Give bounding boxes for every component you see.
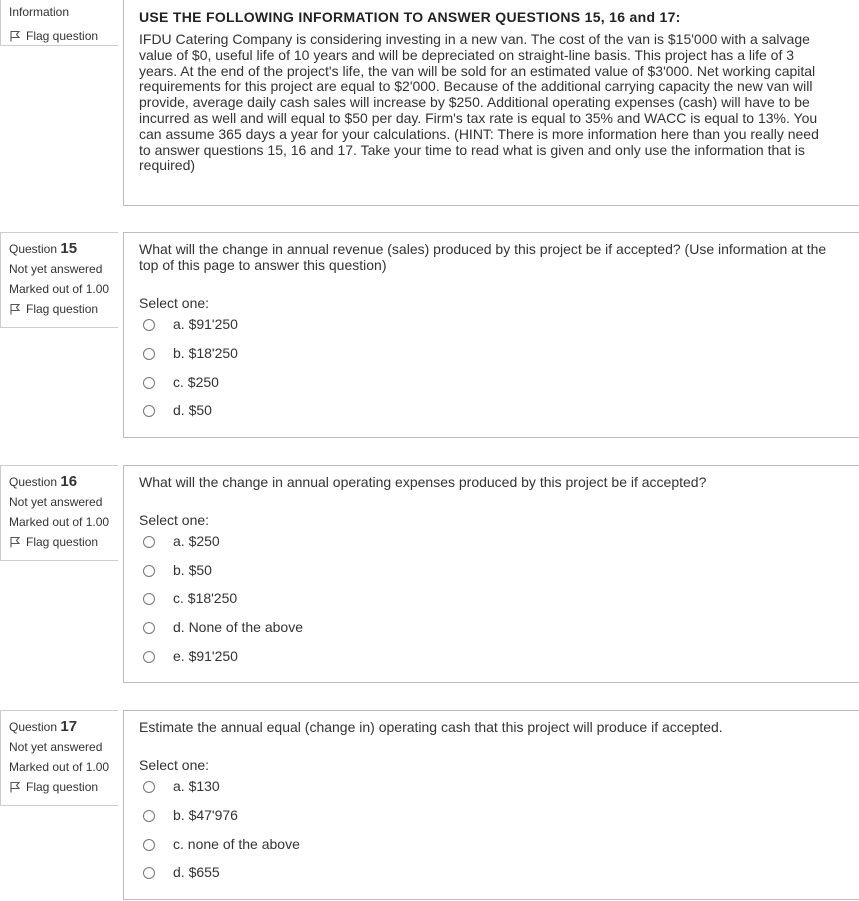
answer-option-b[interactable] xyxy=(143,806,238,826)
question-17-info xyxy=(0,710,118,806)
radio-button[interactable] xyxy=(143,781,155,793)
flag-question-label: Flag question xyxy=(26,780,99,794)
answer-option-d[interactable] xyxy=(143,618,303,638)
question-number: Question 16 xyxy=(9,473,78,490)
radio-button[interactable] xyxy=(143,405,155,417)
radio-button[interactable] xyxy=(143,651,155,663)
flag-icon xyxy=(9,303,21,315)
info-text: IFDU Catering Company is considering investing in a new van. The cost of the van is $15'000 with a salvage value of $0, useful life of 10 years and will be depreciated on straight-line basis. This project has a life of 3 years. At the end of the project's life, the van will be sold for an estimated value of $3'000. Net working capital requirements for this project are equal to $2'000. Because of the additional carrying capacity the new van will provide, average daily cash sales will increase by $250. Additional operating expenses (cash) will have to be incurred as well and will equal to $50 per day. Firm's tax rate is equal to 35% and WACC is equal to 13%. You can assume 365 days a year for your calculations. (HINT: There is more information here than you really need to answer questions 15, 16 and 17. Take your time to read what is given and only use the information that is required) xyxy=(139,31,819,174)
option-label: c. $18'250 xyxy=(173,590,238,607)
radio-button[interactable] xyxy=(143,593,155,605)
question-text: What will the change in annual revenue (sales) produced by this project be if accepted? (Use information at the top of this page to answer this question) xyxy=(139,241,827,273)
select-one-label: Select one: xyxy=(139,512,210,528)
question-status: Not yet answered xyxy=(9,262,103,276)
answer-option-d[interactable] xyxy=(143,863,220,883)
option-label: c. none of the above xyxy=(173,836,300,853)
question-16-info xyxy=(0,465,118,561)
question-marks: Marked out of 1.00 xyxy=(9,282,110,296)
flag-question-info[interactable] xyxy=(9,26,118,46)
question-number: Question 17 xyxy=(9,718,78,735)
flag-question-label: Flag question xyxy=(26,302,99,316)
question-text: What will the change in annual operating expenses produced by this project be if accepted? xyxy=(139,474,707,490)
flag-question-17[interactable] xyxy=(9,777,118,797)
radio-button[interactable] xyxy=(143,348,155,360)
flag-icon xyxy=(9,781,21,793)
question-16-content xyxy=(123,465,859,683)
answer-option-a[interactable] xyxy=(143,532,220,552)
radio-button[interactable] xyxy=(143,867,155,879)
option-label: b. $50 xyxy=(173,562,212,579)
flag-icon xyxy=(9,30,21,42)
answer-option-a[interactable] xyxy=(143,315,238,335)
radio-button[interactable] xyxy=(143,319,155,331)
radio-button[interactable] xyxy=(143,810,155,822)
flag-question-label: Flag question xyxy=(26,29,99,43)
select-one-label: Select one: xyxy=(139,295,210,311)
answer-option-b[interactable] xyxy=(143,561,212,581)
option-label: d. $655 xyxy=(173,864,220,881)
option-label: c. $250 xyxy=(173,374,219,391)
info-sidebar xyxy=(0,0,118,46)
option-label: a. $91'250 xyxy=(173,316,238,333)
question-marks: Marked out of 1.00 xyxy=(9,515,110,529)
select-one-label: Select one: xyxy=(139,757,210,773)
question-status: Not yet answered xyxy=(9,740,103,754)
option-label: a. $130 xyxy=(173,778,220,795)
answer-option-d[interactable] xyxy=(143,401,212,421)
answer-option-c[interactable] xyxy=(143,589,237,609)
option-label: d. None of the above xyxy=(173,619,303,636)
option-label: d. $50 xyxy=(173,402,212,419)
radio-button[interactable] xyxy=(143,622,155,634)
answer-option-c[interactable] xyxy=(143,373,219,393)
answer-option-b[interactable] xyxy=(143,344,238,364)
question-status: Not yet answered xyxy=(9,495,103,509)
radio-button[interactable] xyxy=(143,839,155,851)
flag-question-label: Flag question xyxy=(26,535,99,549)
answer-option-e[interactable] xyxy=(143,647,238,667)
option-label: b. $18'250 xyxy=(173,345,238,362)
question-15-content xyxy=(123,232,859,438)
flag-question-16[interactable] xyxy=(9,532,118,552)
radio-button[interactable] xyxy=(143,536,155,548)
flag-icon xyxy=(9,536,21,548)
option-label: e. $91'250 xyxy=(173,648,238,665)
answer-option-c[interactable] xyxy=(143,835,300,855)
answer-option-a[interactable] xyxy=(143,777,220,797)
question-number: Question 15 xyxy=(9,240,78,257)
question-17-content xyxy=(123,710,859,900)
info-content xyxy=(123,0,859,206)
flag-question-15[interactable] xyxy=(9,299,118,319)
info-label: Information xyxy=(9,5,70,19)
option-label: a. $250 xyxy=(173,533,220,550)
question-text: Estimate the annual equal (change in) operating cash that this project will produce if accepted. xyxy=(139,719,723,735)
radio-button[interactable] xyxy=(143,565,155,577)
question-15-info xyxy=(0,232,118,328)
option-label: b. $47'976 xyxy=(173,807,238,824)
radio-button[interactable] xyxy=(143,377,155,389)
question-marks: Marked out of 1.00 xyxy=(9,760,110,774)
info-title: USE THE FOLLOWING INFORMATION TO ANSWER QUESTIONS 15, 16 and 17: xyxy=(139,9,681,25)
